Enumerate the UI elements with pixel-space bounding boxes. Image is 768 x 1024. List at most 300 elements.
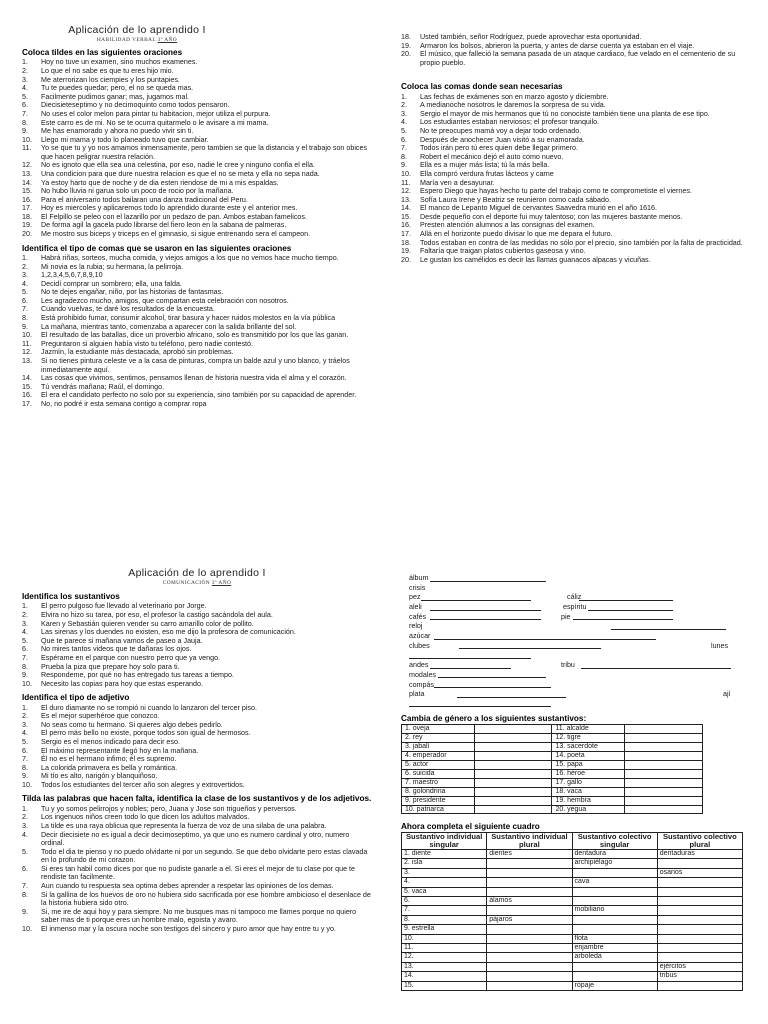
list-item (22, 297, 372, 306)
table-row (402, 981, 743, 990)
list-item (22, 119, 372, 128)
table-cell: dientes (487, 849, 572, 858)
gender-answer-cell[interactable] (474, 769, 552, 778)
item-number: 2. (22, 712, 28, 721)
blank-line[interactable] (409, 652, 531, 660)
answer-cell[interactable] (657, 915, 742, 924)
gender-answer-cell[interactable] (625, 761, 703, 770)
fill-word: modales (409, 670, 436, 679)
gender-answer-cell[interactable] (625, 769, 703, 778)
item-number: 16. (401, 221, 411, 230)
gender-answer-cell[interactable] (474, 778, 552, 787)
item-number: 3. (22, 822, 28, 831)
list-item (22, 288, 372, 297)
blank-line[interactable] (421, 593, 531, 601)
table-row (402, 887, 743, 896)
blank-line[interactable] (434, 632, 656, 640)
item-number: 11. (22, 144, 32, 153)
table-cell: 2. isla (402, 859, 487, 868)
gender-answer-cell[interactable] (625, 778, 703, 787)
fill-row (401, 632, 746, 642)
item-number: 8. (22, 314, 28, 323)
item-number: 19. (401, 41, 411, 50)
blank-line[interactable] (579, 593, 673, 601)
item-number: 13. (22, 169, 32, 178)
exercise-list (22, 58, 372, 238)
item-text: Ella compró verdura frutas lácteos y carne (420, 169, 554, 178)
item-number: 20. (401, 255, 411, 264)
fill-word: espíritu (563, 603, 587, 612)
bottom-left-column (22, 568, 372, 934)
table-cell: 14. (402, 972, 487, 981)
fill-word: cafés (409, 612, 427, 621)
answer-cell[interactable] (487, 925, 572, 934)
fill-row (401, 642, 746, 652)
fill-word: azúcar (409, 632, 431, 641)
list-item (22, 611, 372, 620)
bottom-left-sections (22, 592, 372, 934)
column-header: Sustantivo colectivo plural (657, 832, 742, 849)
table-cell: ejércitos (657, 962, 742, 971)
item-text: Desde pequeño con el deporte fui muy talentoso; con las mujeres bastante menos. (420, 212, 683, 221)
list-item (22, 58, 372, 67)
gender-answer-cell[interactable] (474, 734, 552, 743)
gender-answer-cell[interactable] (474, 725, 552, 734)
answer-cell[interactable] (572, 962, 657, 971)
gender-row (402, 796, 703, 805)
gender-word-cell: 3. jabalí (402, 743, 475, 752)
item-text: Tú vendrás mañana; Raúl, el domingo. (41, 382, 165, 391)
item-text: Me aterrorizan los ciempies y los puntapies. (41, 75, 180, 84)
blank-line[interactable] (573, 613, 673, 621)
fill-row (401, 622, 746, 632)
exercise-list (22, 602, 372, 688)
item-text: Decir diecisiete no es igual a decir decimoseptimo, ya que uno es numero cardinal y otro, numero ordinal. (41, 830, 350, 848)
list-item (22, 620, 372, 629)
fill-word: aleli (409, 603, 422, 612)
blank-line[interactable] (434, 681, 551, 689)
table-cell: 5. vaca (402, 887, 487, 896)
list-item (401, 179, 743, 188)
gender-answer-cell[interactable] (474, 796, 552, 805)
item-number: 19. (22, 221, 32, 230)
table-row (402, 934, 743, 943)
item-text: Ya estoy harto que de noche y de dia esten riendose de mi a mis espaldas. (41, 178, 279, 187)
item-number: 11. (22, 339, 32, 348)
item-number: 6. (22, 101, 28, 110)
list-item (22, 671, 372, 680)
gender-answer-cell[interactable] (625, 743, 703, 752)
gender-row (402, 752, 703, 761)
answer-cell[interactable] (657, 943, 742, 952)
gender-word-cell: 12. tigre (552, 734, 625, 743)
answer-cell[interactable] (487, 906, 572, 915)
item-number: 4. (22, 84, 28, 93)
gender-word-cell: 14. poeta (552, 752, 625, 761)
gender-word-cell: 8. golondrina (402, 787, 475, 796)
item-number: 10. (22, 679, 32, 688)
fill-word: tribu (561, 661, 575, 670)
item-text: Yo se que tu y yo nos amamos inmensamente, pero tambien se que la distancia y el trabajo son obices que hacen peligrar nuestra relación. (41, 144, 368, 161)
item-number: 5. (401, 127, 407, 136)
section-heading: Coloca las comas donde sean necesarias (401, 82, 563, 92)
fill-word: pie (561, 612, 571, 621)
list-item (22, 374, 372, 383)
gender-answer-cell[interactable] (474, 752, 552, 761)
item-text: Hoy es miercoles y aplicaremos todo lo aprendido durante este y el anterior mes. (41, 204, 298, 213)
answer-cell[interactable] (657, 953, 742, 962)
answer-cell[interactable] (572, 925, 657, 934)
answer-cell[interactable] (487, 943, 572, 952)
item-number: 5. (22, 847, 28, 856)
item-number: 10. (22, 780, 32, 789)
list-item (22, 314, 372, 323)
fill-row (401, 613, 746, 623)
bottom-right-column (401, 574, 746, 991)
list-item (401, 136, 743, 145)
answer-cell[interactable] (487, 981, 572, 990)
gender-word-cell: 10. patriarca (402, 805, 475, 814)
list-item (22, 729, 372, 738)
table-cell: osarios (657, 868, 742, 877)
item-number: 15. (401, 212, 411, 221)
list-item (22, 738, 372, 747)
item-number: 13. (22, 356, 32, 365)
list-item (22, 637, 372, 646)
item-text: Faltaría que traigan platos cubiertos gaseosa y vino. (420, 247, 586, 256)
item-number: 18. (401, 33, 411, 41)
list-item (401, 42, 743, 51)
gender-answer-cell[interactable] (474, 761, 552, 770)
table-row (402, 896, 743, 905)
answer-cell[interactable] (657, 896, 742, 905)
blank-line[interactable] (581, 661, 731, 669)
blank-line[interactable] (438, 671, 546, 679)
answer-cell[interactable] (572, 868, 657, 877)
table-cell: pájaros (487, 915, 572, 924)
table-row (402, 868, 743, 877)
answer-cell[interactable] (487, 953, 572, 962)
item-text: Las fechas de exámenes son en marzo agosto y diciembre. (420, 92, 609, 101)
list-item (22, 383, 372, 392)
blank-line[interactable] (430, 661, 512, 669)
list-item (22, 254, 372, 263)
answer-cell[interactable] (572, 915, 657, 924)
answer-cell[interactable] (487, 868, 572, 877)
gender-row (402, 769, 703, 778)
list-item (22, 654, 372, 663)
item-text: Está prohibido fumar, consumir alcohol, tirar basura y hacer ruidos molestos en la vía pública (41, 314, 336, 323)
list-item (22, 101, 372, 110)
list-item (22, 805, 372, 814)
item-text: El perro pulgoso fue llevado al veterinario por Jorge. (41, 602, 207, 611)
list-item (22, 712, 372, 721)
item-text: No mires tantos videos que te dañaras los ojos. (41, 645, 192, 654)
item-text: No, no podré ir esta semana contigo a comprar ropa (41, 399, 207, 408)
item-number: 1. (22, 703, 28, 712)
list-item (22, 331, 372, 340)
answer-cell[interactable] (657, 887, 742, 896)
table-cell: flota (572, 934, 657, 943)
table-cell: 8. (402, 915, 487, 924)
section-heading: Identifica el tipo de comas que se usaron en las siguientes oraciones (22, 243, 292, 253)
table-row (402, 925, 743, 934)
gender-row (402, 778, 703, 787)
item-number: 8. (22, 118, 28, 127)
list-item (22, 865, 372, 882)
list-item (22, 831, 372, 848)
item-number: 16. (22, 391, 32, 400)
item-number: 6. (22, 864, 28, 873)
item-text: A medianoche nosotros le daremos la sorpresa de su vida. (420, 101, 606, 110)
item-number: 5. (22, 288, 28, 297)
fill-row (401, 671, 746, 681)
top-left-column (22, 25, 372, 408)
fill-words-area (401, 574, 746, 704)
item-number: 18. (22, 212, 32, 221)
continued-list (401, 33, 743, 67)
answer-cell[interactable] (657, 925, 742, 934)
item-text: Si la gallina de los huevos de oro no hubiera sido sacrificada por ese hombre ambicioso el desenlace de la historia hubiera sido otro. (41, 890, 371, 908)
gender-answer-cell[interactable] (625, 805, 703, 814)
answer-cell[interactable] (572, 972, 657, 981)
fill-word: crisis (409, 583, 426, 592)
table-cell: 10. (402, 934, 487, 943)
item-number: 6. (22, 746, 28, 755)
item-text: Respondeme, por qué no has entregado tus tareas a tiempo. (41, 671, 234, 680)
fill-row (401, 661, 746, 671)
gender-row (402, 787, 703, 796)
gender-answer-cell[interactable] (625, 725, 703, 734)
answer-cell[interactable] (572, 896, 657, 905)
list-item (401, 204, 743, 213)
item-text: Espérame en el parque con nuestro perro que ya vengo. (41, 653, 221, 662)
item-text: Necesito las copias para hoy que estas esperando. (41, 679, 203, 688)
item-number: 18. (401, 238, 411, 247)
list-item (22, 908, 372, 925)
list-item (22, 263, 372, 272)
item-text: El máximo representante llegó hoy en la mañana. (41, 746, 199, 755)
answer-cell[interactable] (487, 859, 572, 868)
item-text: Él no es el hermano infimo; él es supremo. (41, 755, 177, 764)
item-text: Este carro es de mi. No se te ocurra quitarmelo o le avisare a mi mama. (41, 118, 269, 127)
fill-row (401, 584, 746, 594)
table-cell: 3. (402, 868, 487, 877)
answer-cell[interactable] (657, 981, 742, 990)
item-text: Mi novia es la rubia; su hermana, la pelirroja. (41, 262, 184, 271)
gender-row (402, 761, 703, 770)
fill-row (401, 681, 746, 691)
section-heading: Identifica los sustantivos (22, 592, 120, 602)
item-text: Me has enamorado y ahora no puedo vivir sin ti. (41, 127, 194, 136)
list-item (22, 280, 372, 289)
item-number: 1. (22, 804, 28, 813)
fill-word: clubes (409, 641, 430, 650)
item-number: 6. (22, 296, 28, 305)
table-row (402, 972, 743, 981)
item-text: Tu y yo somos pelirrojos y nobles; pero, Juana y Jose son trigueños y perversos. (41, 804, 297, 813)
item-number: 12. (22, 161, 32, 170)
item-number: 2. (22, 611, 28, 620)
item-number: 16. (22, 195, 32, 204)
item-text: Todo el dia te pienso y no puedo olvidarte ni por un segundo. Se que debo olvidarte pero estas clavada en lo profundo de mi corazon. (41, 847, 368, 865)
item-number: 3. (22, 619, 28, 628)
item-text: Diecisieteseptimo y no decimoquinto como todos pensaron. (41, 101, 230, 110)
answer-cell[interactable] (657, 878, 742, 887)
item-text: 1,2,3,4,5,6,7,8,9,10 (41, 271, 103, 280)
item-number: 5. (22, 636, 28, 645)
item-text: Las cosas que vivimos, sentimos, pensamos llenan de historia nuestra vida el alma y el corazón. (41, 374, 347, 383)
item-text: Si no tienes pintura celeste ve a la casa de pinturas, compra un balde azul y uno blanco, y tráelos inmediatamente aquí. (41, 356, 350, 374)
answer-cell[interactable] (487, 972, 572, 981)
item-text: No uses el color melon para pintar tu habitacion, mejor utiliza el purpura. (41, 109, 271, 118)
list-item (22, 110, 372, 119)
list-item (401, 101, 743, 110)
table-row (402, 953, 743, 962)
item-number: 7. (22, 653, 28, 662)
table-cell: ropaje (572, 981, 657, 990)
blank-line[interactable] (430, 613, 542, 621)
item-number: 12. (401, 187, 411, 196)
answer-cell[interactable] (487, 962, 572, 971)
fill-word: plata (409, 690, 425, 699)
table-cell: álamos (487, 896, 572, 905)
collective-table (401, 832, 743, 991)
item-number: 1. (22, 254, 28, 263)
item-number: 17. (22, 399, 32, 408)
table-cell: 1. diente (402, 849, 487, 858)
fill-row (401, 574, 746, 584)
list-item (401, 153, 743, 162)
table-cell: 12. (402, 953, 487, 962)
list-item (22, 663, 372, 672)
list-item (401, 93, 743, 102)
item-text: Todos los estudiantes del tercer año son alegres y extrovertidos. (41, 780, 245, 789)
item-text: El inmenso mar y la oscura noche son testigos del sincero y puro amor que hay entre tu y yo. (41, 924, 336, 933)
answer-cell[interactable] (487, 934, 572, 943)
item-number: 19. (401, 247, 411, 256)
list-item (22, 161, 372, 170)
fill-word: lunes (711, 641, 729, 650)
blank-line[interactable] (430, 603, 542, 611)
gender-answer-cell[interactable] (625, 787, 703, 796)
answer-cell[interactable] (487, 887, 572, 896)
gender-word-cell: 16. héroe (552, 769, 625, 778)
list-item (22, 628, 372, 637)
list-item (22, 848, 372, 865)
page-title: Aplicación de lo aprendido I (128, 567, 266, 579)
item-text: Karen y Sebastián quieren vender su carro amarillo color de pollito. (41, 619, 254, 628)
blank-line[interactable] (611, 622, 726, 630)
blank-line[interactable] (459, 642, 601, 650)
item-text: Que te parece si mañana vamos de paseo a Jauja. (41, 636, 203, 645)
list-item (22, 187, 372, 196)
item-text: Una condicion para que dure nuestra relacion es que el no se meta y ella no sepa nada. (41, 169, 320, 178)
gender-word-cell: 11. alcalde (552, 725, 625, 734)
item-number: 14. (22, 374, 32, 383)
answer-cell[interactable] (572, 887, 657, 896)
item-number: 2. (22, 813, 28, 822)
list-item (401, 247, 743, 256)
gender-answer-cell[interactable] (625, 734, 703, 743)
list-item (22, 721, 372, 730)
item-text: Si eres tan habil como dices por que no pudiste ganarle a el. Si eres el mejor de tu clase por que te rendiste tan facilmente. (41, 864, 355, 882)
item-number: 4. (22, 729, 28, 738)
item-text: No hubo lluvia ni garua solo un poco de rocio por la mañana. (41, 187, 234, 196)
item-text: Jazmín, la estudiante más destacada, aprobó sin problemas. (41, 348, 234, 357)
fill-word: pez (409, 593, 421, 602)
answer-cell[interactable] (657, 934, 742, 943)
fill-word: álbum (409, 574, 429, 582)
fill-row (401, 603, 746, 613)
list-item (401, 127, 743, 136)
item-number: 1. (22, 602, 28, 611)
item-number: 1. (22, 58, 28, 67)
list-item (22, 925, 372, 934)
table-cell: dentadura (572, 849, 657, 858)
item-number: 9. (22, 322, 28, 331)
page-subtitle: HABILIDAD VERBAL 3º AÑO (96, 36, 178, 43)
item-number: 7. (401, 144, 407, 153)
blank-line[interactable] (430, 574, 547, 582)
blank-line[interactable] (457, 690, 566, 698)
item-number: 9. (22, 772, 28, 781)
list-item (22, 891, 372, 908)
item-text: No te dejes engañar, niño, por las historias de fantasmas. (41, 288, 224, 297)
gender-answer-cell[interactable] (474, 805, 552, 814)
gender-word-cell: 20. yegua (552, 805, 625, 814)
column-header: Sustantivo individual plural (487, 832, 572, 849)
list-item (22, 136, 372, 145)
list-item (401, 50, 743, 67)
gender-row (402, 743, 703, 752)
item-text: Las sirenas y los duendes no existen, eso me dijo la profesora de comunicación. (41, 628, 296, 637)
list-item (401, 118, 743, 127)
list-item (22, 170, 372, 179)
answer-cell[interactable] (487, 878, 572, 887)
item-text: El resultado de las batallas, dice un proverbio africano, solo es transmitido por los que las ganan. (41, 331, 349, 340)
item-text: Lo que el no sabe es que tu eres hijo mio. (41, 67, 174, 76)
item-text: Sergio es el menos indicado para decir eso. (41, 737, 180, 746)
table-row (402, 962, 743, 971)
blank-line[interactable] (409, 700, 551, 708)
answer-cell[interactable] (657, 859, 742, 868)
list-item (22, 144, 372, 161)
blank-line[interactable] (588, 603, 673, 611)
item-text: Todos estaban en contra de las medidas no sólo por el precio, sino también por la falta de practicidad. (420, 238, 743, 247)
column-header: Sustantivo individual singular (402, 832, 487, 849)
item-text: Los estudiantes estaban nerviosos; el profesor tranquilo. (420, 118, 600, 127)
item-number: 9. (22, 671, 28, 680)
list-item (22, 680, 372, 689)
list-item (22, 645, 372, 654)
item-text: El manco de Lepanto Miguel de cervantes Saavedra murió en el año 1616. (420, 204, 657, 213)
item-number: 20. (401, 50, 411, 59)
list-item (22, 127, 372, 136)
gender-answer-cell[interactable] (625, 752, 703, 761)
list-item (22, 822, 372, 831)
gender-word-cell: 18. vaca (552, 787, 625, 796)
gender-answer-cell[interactable] (474, 743, 552, 752)
gender-answer-cell[interactable] (474, 787, 552, 796)
gender-answer-cell[interactable] (625, 796, 703, 805)
item-text: Allá en el horizonte puedo divisar lo que me depara el futuro. (420, 229, 613, 238)
answer-cell[interactable] (657, 906, 742, 915)
list-item (401, 213, 743, 222)
list-item (22, 76, 372, 85)
item-number: 7. (22, 882, 28, 891)
item-number: 8. (22, 662, 28, 671)
